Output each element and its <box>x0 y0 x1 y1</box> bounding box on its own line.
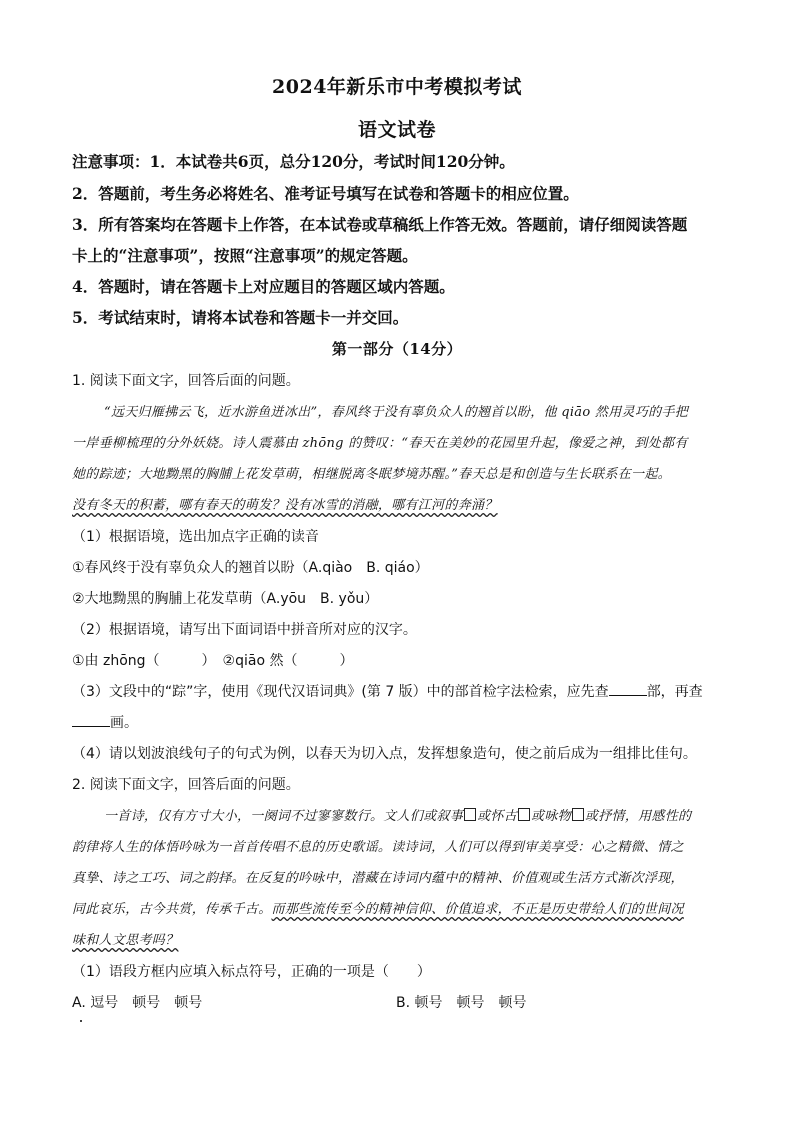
punctuation-box <box>518 808 530 821</box>
q1-passage-line-2: 一岸垂柳梳理的分外妖娆。诗人震慕由 zhōng 的赞叹：“春天在美妙的花园里升起，像爱之神，到处都有 <box>72 436 688 451</box>
q2-wavy-sentence: 而那些流传至今的精神信仰、价值追求，不正是历史带给人们的世间况 <box>271 902 684 917</box>
q1-sub3-end: 画。 <box>110 715 138 731</box>
q2-passage-line-3: 真挚、诗之工巧、词之韵择。在反复的吟咏中，潜藏在诗词内蕴中的精神、价值观或生活方式渐次浮现， <box>72 871 684 886</box>
q2-sub1: （1）语段方框内应填入标点符号，正确的一项是（ ） <box>72 964 431 980</box>
question-1-prompt: 1. 阅读下面文字，回答后面的问题。 <box>72 373 300 389</box>
punctuation-box <box>572 808 584 821</box>
q1-sub3-cont <box>72 712 138 732</box>
q2-wavy-sentence-cont: 味和人文思考吗？ <box>72 933 179 948</box>
ink-dot <box>80 1020 82 1022</box>
q2-text: 或抒情，用感性的 <box>584 809 692 824</box>
section-heading: 第一部分（14分） <box>331 340 463 358</box>
punctuation-box <box>464 808 476 821</box>
answer-blank[interactable] <box>609 682 647 696</box>
q1-wavy-sentence: 没有冬天的积蓄，哪有春天的萌发？没有冰雪的消融，哪有江河的奔涌？ <box>72 498 498 513</box>
q1-sub2-item: ①由 zhōng（ ） ②qiāo 然（ ） <box>72 653 354 669</box>
q1-sub2: （2）根据语境，请写出下面词语中拼音所对应的汉字。 <box>72 622 417 638</box>
question-2-prompt: 2. 阅读下面文字，回答后面的问题。 <box>72 777 300 793</box>
q2-passage-line-2: 韵律将人生的体悟吟咏为一首首传唱不息的历史歌谣。读诗词，人们可以得到审美享受：心之精微、情之 <box>72 840 684 855</box>
note-line-1: 注意事项：1．本试卷共6页，总分120分，考试时间120分钟。 <box>72 152 515 171</box>
q2-text: 或怀古 <box>477 809 518 824</box>
answer-blank[interactable] <box>72 713 110 727</box>
q1-sub1-item-b: ②大地黝黑的胸脯上花发草萌（A.yōu B. yǒu） <box>72 591 379 607</box>
q2-text: 同此哀乐，古今共赏，传承千古。 <box>72 902 272 917</box>
q2-passage-line-4 <box>72 898 684 917</box>
q1-sub4: （4）请以划波浪线句子的句式为例，以春天为切入点，发挥想象造句，使之前后成为一组排比佳句。 <box>72 746 697 762</box>
note-line-5: 4．答题时，请在答题卡上对应题目的答题区域内答题。 <box>72 277 455 296</box>
note-line-2: 2．答题前，考生务必将姓名、准考证号填写在试卷和答题卡的相应位置。 <box>72 184 579 203</box>
q1-sub3 <box>72 681 703 701</box>
option-a[interactable]: A. 逗号 顿号 顿号 <box>72 995 203 1011</box>
q1-sub3-text: （3）文段中的“踪”字，使用《现代汉语词典》(第 7 版）中的部首检字法检索，应先查 <box>72 684 609 700</box>
note-line-4: 卡上的“注意事项”，按照“注意事项”的规定答题。 <box>72 246 418 265</box>
q2-passage-line-1 <box>104 805 691 824</box>
q1-passage-line-1: “远天归雁拂云飞，近水游鱼迸冰出”，春风终于没有辜负众人的翘首以盼，他 qiāo 然用灵巧的手把 <box>104 405 689 420</box>
q2-text: 一首诗，仅有方寸大小，一阕词不过寥寥数行。文人们或叙事 <box>104 809 464 824</box>
q1-sub1-item-a: ①春风终于没有辜负众人的翘首以盼（A.qiào B. qiáo） <box>72 560 429 576</box>
q1-sub3-mid: 部，再查 <box>646 684 703 700</box>
option-b[interactable]: B. 顿号 顿号 顿号 <box>396 995 527 1011</box>
exam-subtitle: 语文试卷 <box>357 119 436 141</box>
q1-passage-line-3: 她的踪迹；大地黝黑的胸脯上花发草萌，相继脱离冬眠梦境苏醒。”春天总是和创造与生长联系在一起。 <box>72 467 671 482</box>
note-line-6: 5．考试结束时，请将本试卷和答题卡一并交回。 <box>72 308 409 327</box>
exam-title: 2024年新乐市中考模拟考试 <box>272 76 522 98</box>
q2-text: 或咏物 <box>531 809 571 824</box>
note-line-3: 3．所有答案均在答题卡上作答，在本试卷或草稿纸上作答无效。答题前，请仔细阅读答题 <box>72 215 688 234</box>
q1-sub1: （1）根据语境，选出加点字正确的读音 <box>72 529 319 545</box>
